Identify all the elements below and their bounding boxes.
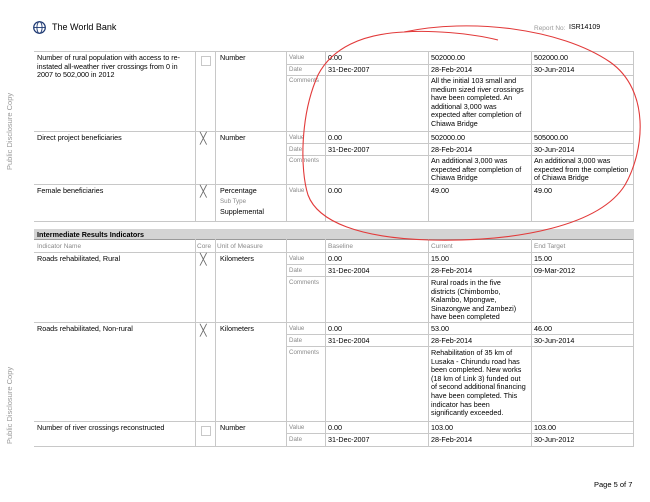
baseline-date: 31-Dec-2004 [328, 336, 370, 345]
indicator-name: Female beneficiaries [37, 186, 104, 195]
current-value: 53.00 [431, 324, 449, 333]
unit-of-measure: Kilometers [220, 324, 254, 333]
value-label: Value [289, 325, 305, 332]
unit-of-measure: Number [220, 53, 246, 62]
section-title: Intermediate Results Indicators [37, 230, 145, 239]
date-label: Date [289, 337, 303, 344]
current-comment: An additional 3,000 was expected after completion of Chiawa Bridge [431, 156, 522, 183]
end-target-comment: An additional 3,000 was expected from the completion of Chiawa Bridge [534, 156, 629, 183]
current-date: 28-Feb-2014 [431, 65, 473, 74]
current-date: 28-Feb-2014 [431, 336, 473, 345]
end-target-date: 30-Jun-2014 [534, 145, 575, 154]
page-number: Page 5 of 7 [594, 480, 633, 489]
current-date: 28-Feb-2014 [431, 145, 473, 154]
baseline-date: 31-Dec-2007 [328, 435, 370, 444]
col-header-indicator: Indicator Name [37, 243, 82, 250]
disclosure-side-label: Public Disclosure Copy [5, 366, 14, 444]
baseline-date: 31-Dec-2007 [328, 65, 370, 74]
current-value: 103.00 [431, 423, 453, 432]
baseline-value: 0.00 [328, 423, 342, 432]
value-label: Value [289, 134, 305, 141]
col-header-end-target: End Target [534, 243, 566, 250]
current-comment: Rural roads in the five districts (Chimbombo, Kalambo, Mpongwe, Sinazongwe and Zambezi) have been completed [431, 278, 517, 322]
value-label: Value [289, 54, 305, 61]
unit-of-measure: Number [220, 423, 246, 432]
current-value: 49.00 [431, 186, 449, 195]
baseline-date: 31-Dec-2004 [328, 266, 370, 275]
value-label: Value [289, 424, 305, 431]
current-date: 28-Feb-2014 [431, 435, 473, 444]
value-label: Value [289, 255, 305, 262]
end-target-date: 30-Jun-2014 [534, 65, 575, 74]
report-number-label: Report No: [534, 25, 566, 32]
end-target-value: 46.00 [534, 324, 552, 333]
baseline-value: 0.00 [328, 324, 342, 333]
value-label: Value [289, 187, 305, 194]
comments-label: Comments [289, 157, 319, 164]
baseline-value: 0.00 [328, 254, 342, 263]
comments-label: Comments [289, 77, 319, 84]
current-date: 28-Feb-2014 [431, 266, 473, 275]
date-label: Date [289, 146, 303, 153]
core-x-icon: ╳ [200, 133, 207, 145]
core-x-icon: ╳ [200, 186, 207, 198]
col-header-core: Core [197, 243, 212, 250]
current-value: 502000.00 [431, 53, 465, 62]
indicator-name: Roads rehabilitated, Rural [37, 254, 121, 263]
sub-type-label: Sub Type [220, 198, 247, 205]
current-comment: All the initial 103 small and medium sized river crossings have been completed. An additional 3,000 was expected after completion of Chiawa Bridge [431, 76, 524, 128]
core-x-icon: ╳ [200, 325, 207, 337]
col-header-current: Current [431, 243, 453, 250]
indicator-name: Direct project beneficiaries [37, 133, 122, 142]
end-target-value: 502000.00 [534, 53, 568, 62]
end-target-value: 505000.00 [534, 133, 568, 142]
end-target-value: 49.00 [534, 186, 552, 195]
indicator-name: Number of rural population with access to re-instated all-weather river crossings from 0 in 2007 to 502,000 in 2012 [37, 53, 181, 80]
comments-label: Comments [289, 349, 319, 356]
disclosure-side-label: Public Disclosure Copy [5, 92, 14, 170]
comments-label: Comments [289, 279, 319, 286]
sub-type-value: Supplemental [220, 207, 264, 216]
end-target-date: 30-Jun-2012 [534, 435, 575, 444]
date-label: Date [289, 436, 303, 443]
date-label: Date [289, 267, 303, 274]
col-header-baseline: Baseline [328, 243, 353, 250]
end-target-date: 30-Jun-2014 [534, 336, 575, 345]
report-number: ISR14109 [569, 24, 601, 31]
current-comment: Rehabilitation of 35 km of Lusaka - Chirundu road has been completed. New works (18 km of Link 3) funded out of second additional financing have been completed. This indicator has been significantly exceeded. [431, 348, 526, 418]
col-header-unit: Unit of Measure [217, 243, 263, 250]
unit-of-measure: Number [220, 133, 246, 142]
date-label: Date [289, 66, 303, 73]
baseline-date: 31-Dec-2007 [328, 145, 370, 154]
indicator-name: Roads rehabilitated, Non-rural [37, 324, 133, 333]
end-target-value: 103.00 [534, 423, 556, 432]
organization-name: The World Bank [52, 22, 117, 32]
end-target-date: 09-Mar-2012 [534, 266, 576, 275]
current-value: 502000.00 [431, 133, 465, 142]
indicator-name: Number of river crossings reconstructed [37, 423, 165, 432]
baseline-value: 0.00 [328, 133, 342, 142]
current-value: 15.00 [431, 254, 449, 263]
end-target-value: 15.00 [534, 254, 552, 263]
baseline-value: 0.00 [328, 186, 342, 195]
baseline-value: 0.00 [328, 53, 342, 62]
unit-of-measure: Percentage [220, 186, 257, 195]
core-x-icon: ╳ [200, 254, 207, 266]
unit-of-measure: Kilometers [220, 254, 254, 263]
